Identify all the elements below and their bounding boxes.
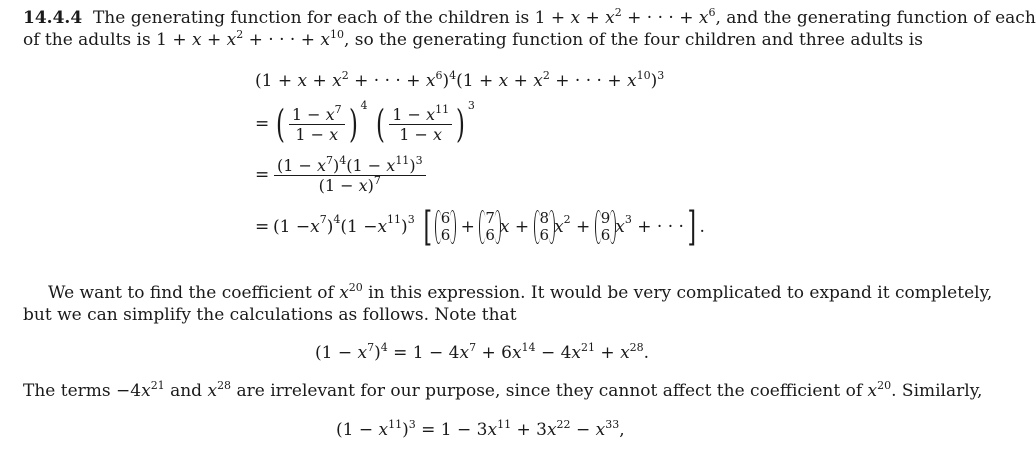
para1-line2: of the adults is $1 + x + x^2$ + · · · + $x^{10}$, so the generating function of the four children and three adults is	[23, 28, 923, 50]
para1-line1: 14.4.4 The generating function for each of the children is $1 + x + x^2$ + · · · + $x^6$, and the generating function of each	[23, 6, 1036, 28]
binom-8-6: 8 6	[535, 210, 555, 244]
binom-6-6: 6 6	[436, 210, 456, 244]
equation-5: $(1 - x^7)^4 = 1 - 4x^7 + 6x^{14} - 4x^{21} + x^{28}$.	[315, 341, 650, 363]
equation-1: ($1 + x + x^2$ + · · · + $x^6)^4(1 + x + x^2$ + · · · + $x^{10})^3$	[255, 69, 665, 91]
para2-line2: but we can simplify the calculations as follows. Note that	[23, 305, 517, 325]
binom-9-6: 9 6	[596, 210, 616, 244]
equation-3: = $\frac{(1 - x^7)^4(1 - x^{11})^3}{(1 - x)^7}$	[255, 153, 427, 197]
para2-line1: We want to find the coefficient of $x^{20}$ in this expression. It would be very complicated to expand it completely,	[48, 281, 993, 303]
section-number: 14.4.4	[23, 8, 83, 28]
equation-4: = (1 − x $^7$ ) $^4$ (1 − x $^{11}$ ) $^3$ [ 6 6 + 7 6 x + 8 6 x $^2$ + 9 6 x $^3$ + · · · ] .	[255, 204, 705, 250]
binom-7-6: 7 6	[480, 210, 500, 244]
equation-2: = ( $\frac{1 - x^7}{1 - x}$ ) $^4$ ( $\frac{1 - x^{11}}{1 - x}$ ) $^3$	[255, 99, 475, 146]
equation-6: $(1 - x^{11})^3 = 1 - 3x^{11} + 3x^{22} - x^{33}$,	[336, 418, 625, 440]
para3-line1: The terms $-4x^{21}$ and $x^{28}$ are irrelevant for our purpose, since they cannot affect the coefficient of $x^{20}$. Similarly,	[23, 379, 983, 401]
